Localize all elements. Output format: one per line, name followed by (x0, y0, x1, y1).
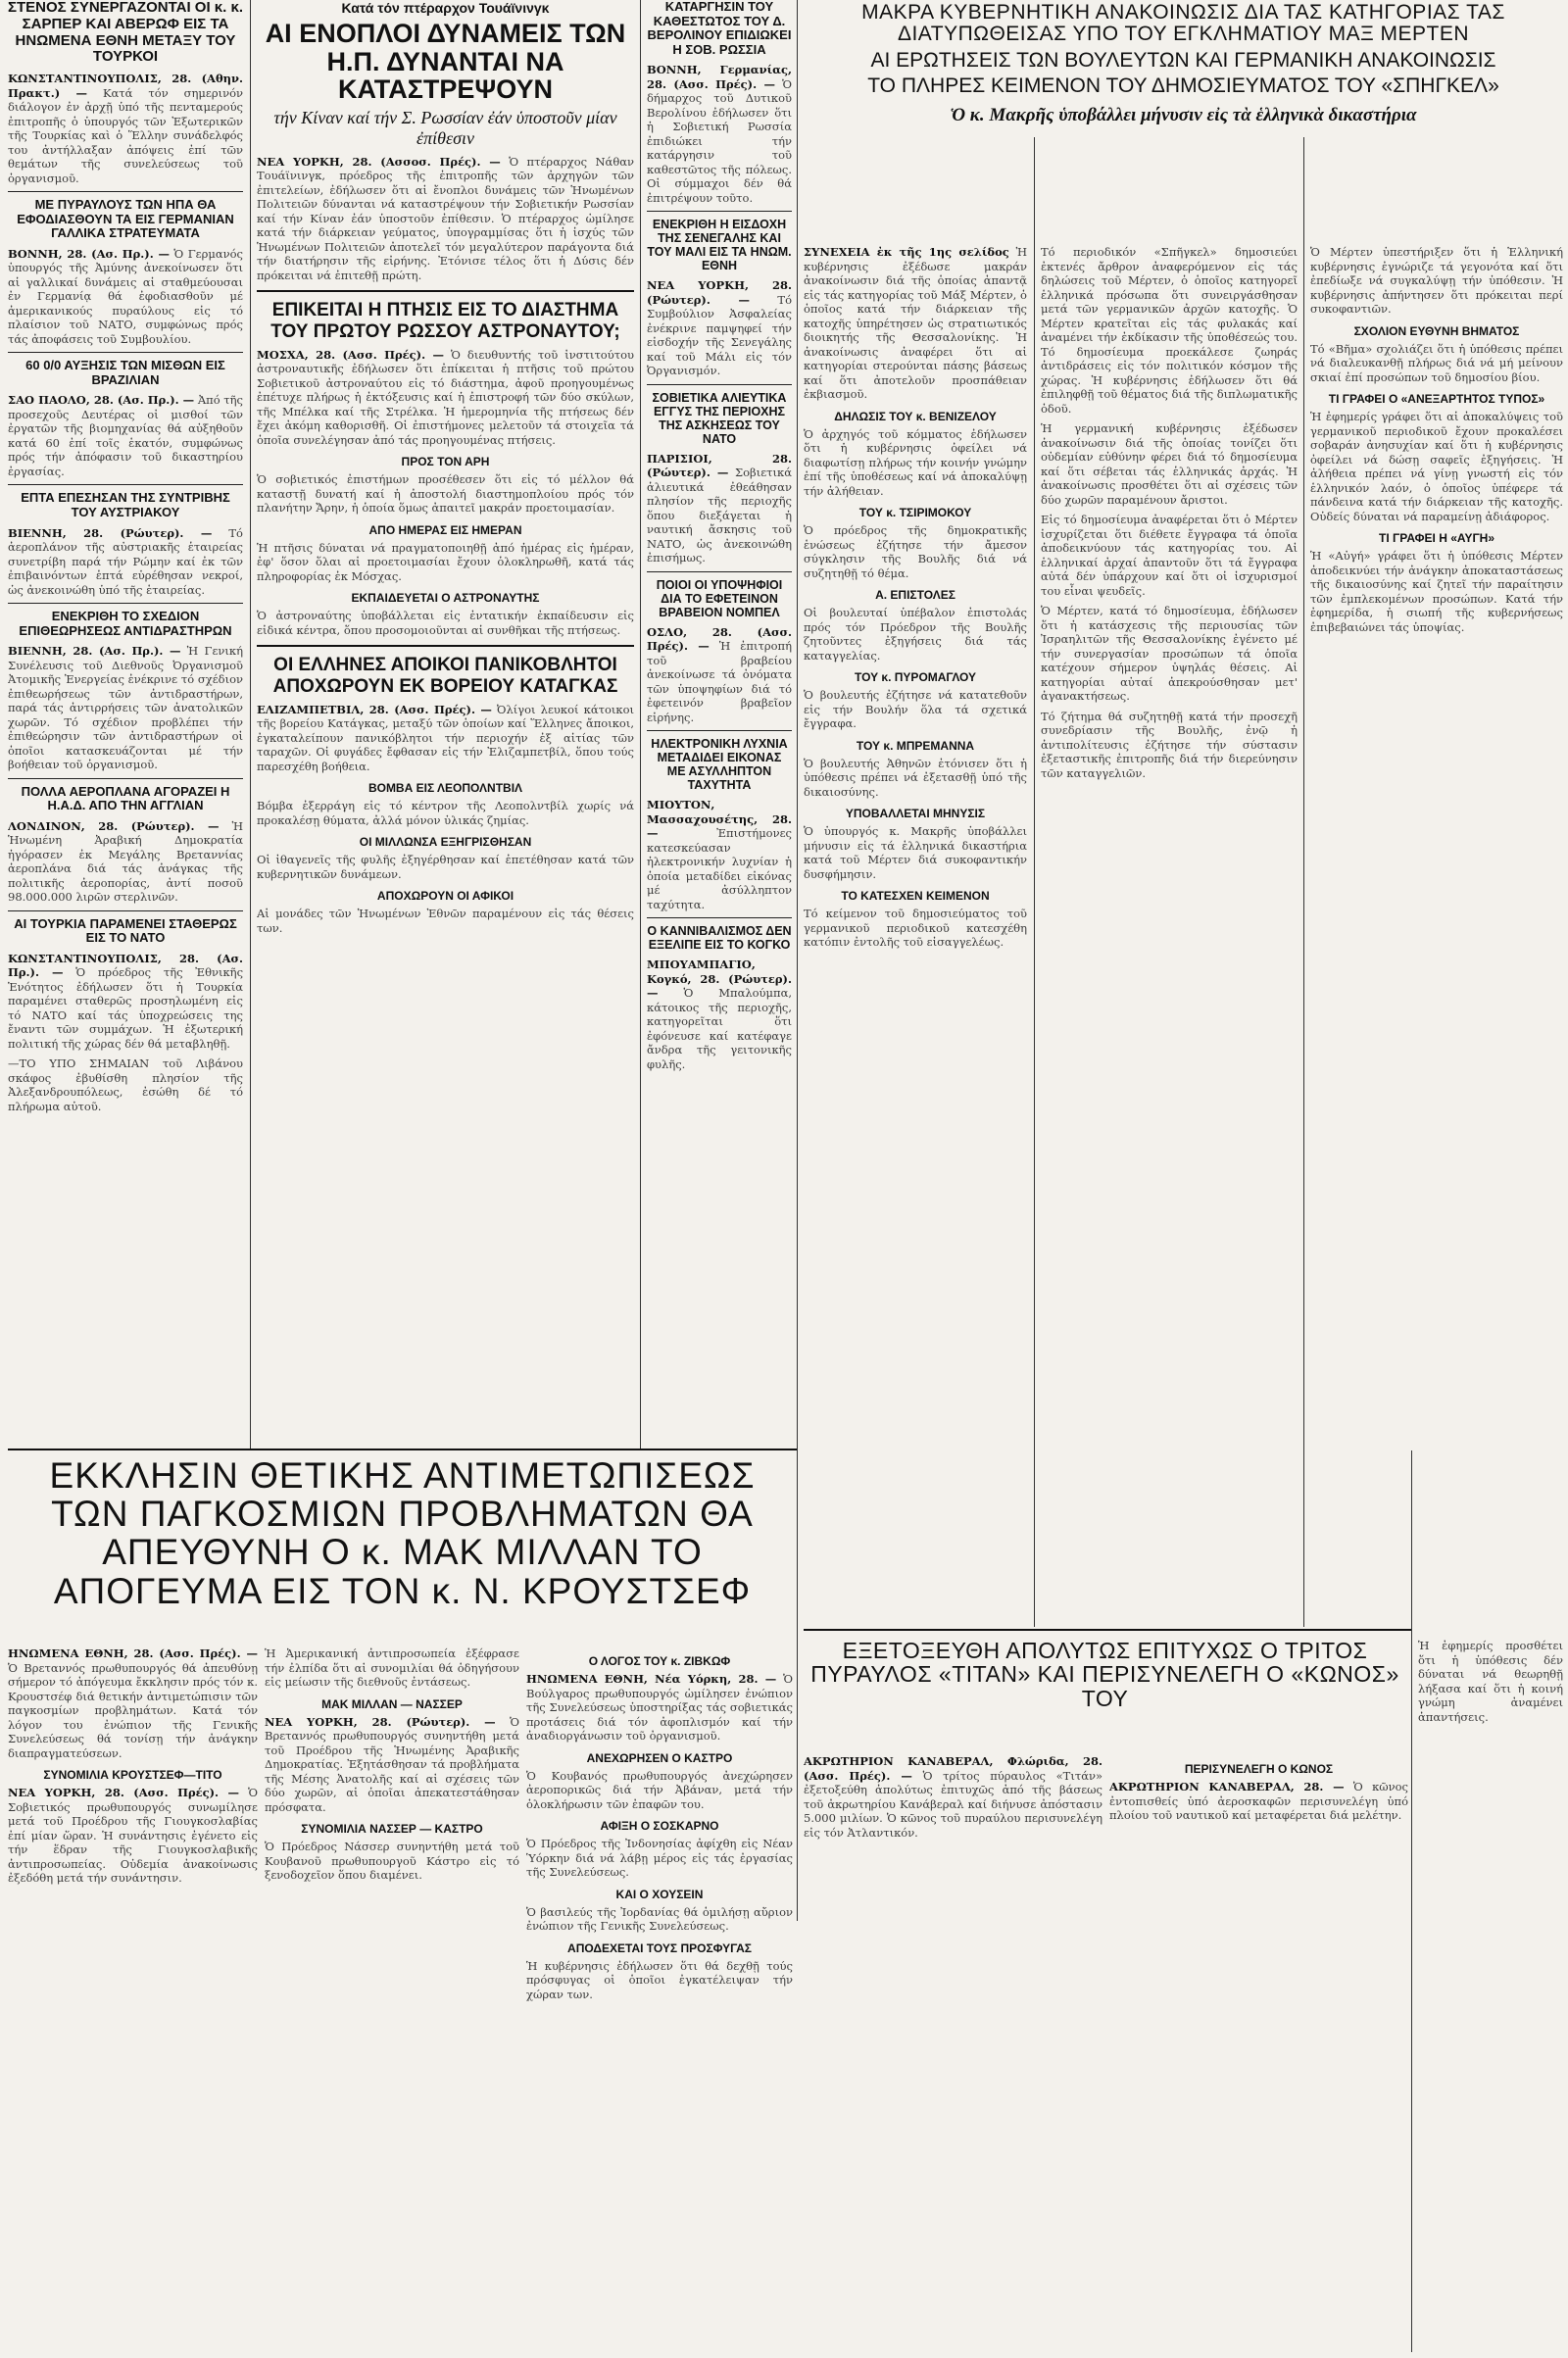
section-divider (804, 1629, 1411, 1631)
article-text: Βόμβα ἐξερράγη εἰς τό κέντρον τῆς Λεοπολντβίλ χωρίς νά προκαλέσῃ θύματα, ἀλλά μόνον ὑλικάς ζημίας. (257, 799, 634, 827)
section-heading: ΑΦΙΞΗ Ο ΣΟΣΚΑΡΝΟ (600, 1819, 719, 1833)
section-heading: ΑΝΕΧΩΡΗΣΕΝ Ο ΚΑΣΤΡΟ (586, 1750, 733, 1765)
article-text: Ὁ τρίτος πύραυλος «Τιτάν» ἐξετοξεύθη ἀπολύτως ἐπιτυχῶς ἀπό τῆς βάσεως τοῦ ἀκρωτηρίου Κανάβεραλ καί διήνυσε ἀπόστασιν 5.000 μιλίων. Ὁ κῶνος τοῦ πυραύλου περισυνελέγη εἰς τόν Ἀτλαντικόν. (804, 1768, 1102, 1840)
section-heading: ΤΟΥ κ. ΜΠΡΕΜΑΝΝΑ (856, 738, 975, 753)
dateline: ΕΛΙΖΑΜΠΕΤΒΙΛ, 28. (Ασσ. Πρές). — (257, 702, 492, 716)
titan-banner (804, 1639, 1406, 1710)
article-text: Τό ἀεροπλάνον τῆς αὐστριακῆς ἑταιρείας συνετρίβη παρά τήν Ρώμην καί ἐκ τῶν ἐπιβαινόντων ἑπτά εὑρέθησαν νεκροί, ὡς ἀνεκοινώθη ὑπό τῆς ἑταιρείας. (8, 525, 243, 597)
article-text: Τό περιοδικόν «Σπῆγκελ» δημοσιεύει ἐκτενές ἄρθρον ἀναφερόμενον εἰς τάς δηλώσεις τοῦ Μέρτεν, ὁ ὁποῖος κατηγορεῖ ἑλληνικά πρόσωπα ὅτι συνειργάσθησαν μετά τῶν γερμανικῶν ἀρχῶν κατοχῆς. Ὁ Μέρτεν κρατεῖται εἰς τάς φυλακάς καί ἀναμένει τήν ἐκδίκασιν τῆς ὑποθέσεώς του. Τό δημοσίευμα προεκάλεσε ζωηράς ἀντιδράσεις εἰς τόν πολιτικόν κόσμον τῆς χώρας. Ἡ κυβέρνησις ἐδήλωσεν ὅτι θά ἐπιληφθῇ τοῦ θέματος διά τῆς διπλωματικῆς ὁδοῦ. (1041, 245, 1298, 416)
merten-col-b (1041, 245, 1298, 1627)
article-text: Ὁ Γερμανός ὑπουργός τῆς Ἀμύνης ἀνεκοίνωσεν ὅτι αἱ γαλλικαί δυνάμεις αἱ σταθμεύουσαι ἐν Γερμανίᾳ θά ἐφοδιασθοῦν μέ ἀμερικανικούς πυραύλους εἰς τό πλαίσιον τοῦ ΝΑΤΟ, συμφώνως πρός τάς ἀποφάσεις τοῦ Συμβουλίου. (8, 246, 243, 346)
headline-cosmonaut: ΕΠΙΚΕΙΤΑΙ Η ΠΤΗΣΙΣ ΕΙΣ ΤΟ ΔΙΑΣΤΗΜΑ ΤΟΥ ΠΡΩΤΟΥ ΡΩΣΣΟΥ ΑΣΤΡΟΝΑΥΤΟΥ; (270, 300, 620, 342)
section-heading: ΣΥΝΟΜΙΛΙΑ ΚΡΟΥΣΤΣΕΦ—ΤΙΤΟ (43, 1768, 222, 1782)
article-text: Ὁ βουλευτής ἐζήτησε νά κατατεθοῦν εἰς τήν Βουλήν ὅλα τά σχετικά ἔγγραφα. (804, 688, 1027, 730)
headline-congo: Ο ΚΑΝΝΙΒΑΛΙΣΜΟΣ ΔΕΝ ΕΞΕΛΙΠΕ ΕΙΣ ΤΟ ΚΟΓΚΟ (647, 924, 792, 953)
dateline: ΑΚΡΩΤΗΡΙΟΝ ΚΑΝΑΒΕΡΑΛ, 28. — (1109, 1780, 1345, 1793)
section-heading: ΥΠΟΒΑΛΛΕΤΑΙ ΜΗΝΥΣΙΣ (845, 807, 986, 820)
headline-turkey-nato: ΑΙ ΤΟΥΡΚΙΑ ΠΑΡΑΜΕΝΕΙ ΣΤΑΘΕΡΩΣ ΕΙΣ ΤΟ ΝΑΤΟ (14, 915, 237, 946)
column-rule (1303, 137, 1304, 1627)
article-text: Ὀλίγοι λευκοί κάτοικοι τῆς βορείου Κατάγκας, μεταξύ τῶν ὁποίων καί Ἕλληνες ἄποικοι, ἐγκαταλείπουν πανικόβλητοι τήν περιοχήν ἐξ αἰτίας τῶν ταραχῶν. Οἱ φυγάδες ἔφθασαν εἰς τήν Ἐλιζαμπετβίλ, ὅπου τούς παρεσχέθη βοήθεια. (257, 702, 634, 773)
headline-titan: ΕΞΕΤΟΞΕΥΘΗ ΑΠΟΛΥΤΩΣ ΕΠΙΤΥΧΩΣ Ο ΤΡΙΤΟΣ ΠΥΡΑΥΛΟΣ «ΤΙΤΑΝ» ΚΑΙ ΠΕΡΙΣΥΝΕΛΕΓΗ Ο «ΚΩΝΟΣ» ΤΟΥ (810, 1638, 1399, 1711)
section-heading: ΤΙ ΓΡΑΦΕΙ Ο «ΑΝΕΞΑΡΤΗΤΟΣ ΤΥΠΟΣ» (1328, 392, 1545, 406)
headline-electronic-tube: ΗΛΕΚΤΡΟΝΙΚΗ ΛΥΧΝΙΑ ΜΕΤΑΔΙΔΕΙ ΕΙΚΟΝΑΣ ΜΕ ΑΣΥΛΛΗΠΤΟΝ ΤΑΧΥΤΗΤΑ (651, 737, 788, 793)
article-text: Ἡ πτῆσις δύναται νά πραγματοποιηθῇ ἀπό ἡμέρας εἰς ἡμέραν, ἐφ' ὅσον ὅλαι αἱ προετοιμασίαι ἔχουν ὁλοκληρωθῆ, κατά τάς πληροφορίας ἐκ Μόσχας. (257, 540, 634, 583)
headline-merten-announcement: ΜΑΚΡΑ ΚΥΒΕΡΝΗΤΙΚΗ ΑΝΑΚΟΙΝΩΣΙΣ ΔΙΑ ΤΑΣ ΚΑΤΗΓΟΡΙΑΣ ΤΑΣ ΔΙΑΤΥΠΩΘΕΙΣΑΣ ΥΠΟ ΤΟΥ ΕΓΚΛΗΜΑΤΙΟΥ ΜΑΞ ΜΕΡΤΕΝ (861, 1, 1505, 46)
article-text: Ἡ Ἡνωμένη Ἀραβική Δημοκρατία ἠγόρασεν ἐκ Μεγάλης Βρεταννίας ἀεροπλάνα διά τάς ἀνάγκας τῆς πολιτικῆς ἀεροπορίας, ἀντί ποσοῦ 98.000.000 λιρῶν στερλινῶν. (8, 818, 243, 905)
article-text: Ὁ Βρεταννός πρωθυπουργός θά ἀπευθύνῃ σήμερον τό ἀπόγευμα ἔκκλησιν πρός τόν κ. Κρουστσέφ διά θετικήν ἀντιμετώπισιν τῶν παγκοσμίων προβλημάτων. Κατά τόν λόγον του ἐνώπιον τῆς Γενικῆς Συνελεύσεως θά τονίσῃ τήν ἀνάγκην διαπραγματεύσεων. (8, 1660, 258, 1760)
article-text: Εἰς τό δημοσίευμα ἀναφέρεται ὅτι ὁ Μέρτεν ἰσχυρίζεται ὅτι διέθετε ἔγγραφα τά ὁποῖα ἀποδεικνύουν τάς κατηγορίας του. Αἱ ἑλληνικαί ἀρχαί ἀπαντοῦν ὅτι τά ἔγγραφα αὐτά δέν ὑπάρχουν καί ὅτι οἱ ἰσχυρισμοί του εἶναι ψευδεῖς. (1041, 513, 1298, 598)
article-text: Ὁ Βρεταννός πρωθυπουργός συνηντήθη μετά τοῦ Προέδρου τῆς Ἡνωμένης Ἀραβικῆς Δημοκρατίας. Ἐξητάσθησαν τά προβλήματα τῆς Μέσης Ἀνατολῆς καί αἱ σχέσεις τῶν δύο χωρῶν, αἱ ὁποῖαι ἀπεκατεστάθησαν πρόσφατα. (265, 1714, 519, 1814)
headline-austrian-crash: ΕΠΤΑ ΕΠΕΣΗΣΑΝ ΤΗΣ ΣΥΝΤΡΙΒΗΣ ΤΟΥ ΑΥΣΤΡΙΑΚΟΥ (21, 490, 230, 519)
section-heading: ΣΧΟΛΙΟΝ ΕΥΘΥΝΗ ΒΗΜΑΤΟΣ (1353, 323, 1520, 338)
headline-nobel: ΠΟΙΟΙ ΟΙ ΥΠΟΨΗΦΙΟΙ ΔΙΑ ΤΟ ΕΦΕΤΕΙΝΟΝ ΒΡΑΒΕΙΟΝ ΝΟΜΠΕΛ (656, 577, 783, 619)
dateline: ΝΕΑ ΥΟΡΚΗ, 28. (Ασσ. Πρές). — (8, 1786, 239, 1799)
article-text: Τό «Βῆμα» σχολιάζει ὅτι ἡ ὑπόθεσις πρέπει νά διαλευκανθῇ πλήρως διά νά μή μείνουν σκιαί ἐπί προσώπων τοῦ δημοσίου βίου. (1310, 341, 1563, 384)
article-text: Αἱ μονάδες τῶν Ἡνωμένων Ἐθνῶν παραμένουν εἰς τάς θέσεις των. (257, 907, 634, 935)
column-3 (647, 0, 792, 1446)
article-text: Κατά τόν σημερινόν διάλογον ἐν ἀρχῇ ὑπό τῆς πενταμερούς ἐπιτροπῆς ὁ ὑπουργός τῶν Ἐξωτερικῶν τῆς Τουρκίας καὶ ὁ Ἕλλην συνάδελφός του ἀντήλλαξαν ἀπόψεις ἐπί τῶν θεμάτων τῆς συνελεύσεως τοῦ ὀργανισμοῦ. (8, 85, 243, 185)
dateline: ΚΩΝΣΤΑΝΤΙΝΟΥΠΟΛΙΣ, 28. (Ασ. Πρ.). — (8, 951, 243, 980)
section-heading: ΤΟΥ κ. ΤΣΙΡΙΜΟΚΟΥ (858, 506, 972, 519)
article-text: Ἡ Ἀμερικανική ἀντιπροσωπεία ἐξέφρασε τήν ἐλπίδα ὅτι αἱ συνομιλίαι θά ὁδηγήσουν εἰς μείωσιν τῆς διεθνοῦς ἐντάσεως. (265, 1646, 519, 1689)
column-2 (257, 0, 634, 1446)
column-rule (1034, 137, 1035, 1627)
dateline: ΛΟΝΔΙΝΟΝ, 28. (Ρώυτερ). — (8, 818, 220, 833)
section-heading: ΠΡΟΣ ΤΟΝ ΑΡΗ (401, 455, 490, 469)
section-heading: ΜΑΚ ΜΙΛΛΑΝ — ΝΑΣΣΕΡ (321, 1696, 463, 1711)
section-heading: ΤΟ ΚΑΤΕΣΧΕΝ ΚΕΙΜΕΝΟΝ (841, 889, 990, 903)
section-heading: ΔΗΛΩΣΙΣ ΤΟΥ κ. ΒΕΝΙΖΕΛΟΥ (834, 409, 997, 423)
article-text: Ὁ Μέρτεν, κατά τό δημοσίευμα, ἐδήλωσεν ὅτι ἡ κατάσχεσις τῆς περιουσίας τῶν Ἰσραηλιτῶν τῆς Θεσσαλονίκης ἐγένετο μέ τήν συνεργασίαν προσώπων τά ὁποῖα κατέχουν σήμερον ὑψηλάς θέσεις. Αἱ κατηγορίαι αὐταί ἀπεκρούσθησαν μετ' ἀγανακτήσεως. (1041, 604, 1298, 703)
headline-us-forces: ΑΙ ΕΝΟΠΛΟΙ ΔΥΝΑΜΕΙΣ ΤΩΝ Η.Π. ΔΥΝΑΝΤΑΙ ΝΑ ΚΑΤΑΣΤΡΕΨΟΥΝ (265, 19, 626, 105)
article-text: Ὁ ἀστροναύτης ὑποβάλλεται εἰς ἐντατικήν ἐκπαίδευσιν εἰς εἰδικά κέντρα, ὅπου προσομοιοῦνται αἱ συνθῆκαι τῆς πτήσεως. (257, 609, 634, 637)
article-text: Ἡ γερμανική κυβέρνησις ἐξέδωσεν ἀνακοίνωσιν διά τῆς ὁποίας τονίζει ὅτι οὐδεμίαν εὐθύνην φέρει διά τό δημοσίευμα καί ὅτι σέβεται τάς ἑλληνικάς ἀρχάς. Ἡ ἀνακοίνωσις προσθέτει ὅτι αἱ σχέσεις τῶν δύο χωρῶν παραμένουν ἄριστοι. (1041, 421, 1298, 507)
subheadline-china-russia: τήν Κίναν καί τήν Σ. Ρωσσίαν ἐάν ὑποστοῦν μίαν ἐπίθεσιν (273, 107, 617, 148)
merten-col-c-cont (1418, 1639, 1563, 2349)
column-rule (797, 0, 798, 1921)
merten-col-a (804, 245, 1027, 1627)
section-divider (8, 1449, 797, 1450)
article-text: Ἀπό τῆς προσεχοῦς Δευτέρας οἱ μισθοί τῶν ἐργατῶν τῆς βιομηχανίας θά αὐξηθοῦν κατά 60 ἐπί τοῖς ἑκατόν, συμφώνως πρός τήν ἀπόφασιν τοῦ δικαστηρίου ἐργασίας. (8, 393, 243, 478)
article-text: Οἱ βουλευταί ὑπέβαλον ἐπιστολάς πρός τόν Πρόεδρον τῆς Βουλῆς ζητοῦντες ἐξηγήσεις διά τάς καταγγελίας. (804, 606, 1027, 663)
section-heading: ΤΙ ΓΡΑΦΕΙ Η «ΑΥΓΗ» (1379, 531, 1494, 545)
article-text: Ὁ κῶνος ἐντοπισθείς ὑπό ἀεροσκαφῶν περισυνελέγη ὑπό πλοίου τοῦ ναυτικοῦ καί μεταφέρεται διά μελέτην. (1109, 1780, 1408, 1822)
article-text: Τό ζήτημα θά συζητηθῇ κατά τήν προσεχῆ συνεδρίασιν τῆς Βουλῆς, ἐνῷ ἡ ἀντιπολίτευσις ἐζήτησε τήν σύστασιν ἐξεταστικῆς ἐπιτροπῆς διά τήν διερεύνησιν τῶν καταγγελιῶν. (1041, 709, 1298, 780)
headline-missiles-france: ΜΕ ΠΥΡΑΥΛΟΥΣ ΤΩΝ ΗΠΑ ΘΑ ΕΦΟΔΙΑΣΘΟΥΝ ΤΑ ΕΙΣ ΓΕΡΜΑΝΙΑΝ ΓΑΛΛΙΚΑ ΣΤΡΑΤΕΥΜΑΤΑ (17, 197, 234, 241)
macmillan-col-a (8, 1646, 258, 2352)
dateline: ΒΟΝΝΗ, Γερμανίας, 28. (Ασσ. Πρές). — (647, 63, 792, 91)
section-heading: ΚΑΙ Ο ΧΟΥΣΕΙΝ (615, 1887, 704, 1901)
titan-col-b (1109, 1754, 1408, 2347)
dateline: ΗΝΩΜΕΝΑ ΕΘΝΗ, Νέα Υόρκη, 28. — (526, 1672, 777, 1686)
article-text: Σοβιετικά ἁλιευτικά ἐθεάθησαν πλησίον τῆς περιοχῆς ὅπου διεξάγεται ἡ ναυτική ἄσκησις τοῦ ΝΑΤΟ, ὡς ἀνεκοινώθη ἐπισήμως. (647, 466, 792, 565)
dateline: ΚΩΝΣΤΑΝΤΙΝΟΥΠΟΛΙΣ, 28. (Αθην. Πρακτ.) — (8, 72, 243, 100)
article-text: Ὁ ἀρχηγός τοῦ κόμματος ἐδήλωσεν ὅτι ἡ κυβέρνησις ὀφείλει νά διαφωτίσῃ πλήρως τήν κοινήν γνώμην ἐπί τῆς ὑποθέσεως καί νά ἀποκαλύψῃ τήν ἀλήθειαν. (804, 426, 1027, 498)
merten-col-c (1310, 245, 1563, 1627)
headline-questions: ΑΙ ΕΡΩΤΗΣΕΙΣ ΤΩΝ ΒΟΥΛΕΥΤΩΝ ΚΑΙ ΓΕΡΜΑΝΙΚΗ ΑΝΑΚΟΙΝΩΣΙΣ (870, 48, 1496, 72)
article-text: Ὁ Σοβιετικός πρωθυπουργός συνωμίλησε μετά τοῦ Προέδρου τῆς Γιουγκοσλαβίας ἐπί μίαν ὥραν. Ἡ συνάντησις ἐγένετο εἰς τήν ἕδραν τῆς Γιουγκοσλαβικῆς ἀντιπροσωπείας. Οὐδεμία ἀνακοίνωσις ἐξεδόθη μετά τήν συνάντησιν. (8, 1786, 258, 1885)
article-text: Ὁ Μέρτεν ὑπεστήριξεν ὅτι ἡ Ἑλληνική κυβέρνησις ἐγνώριζε τά γεγονότα καί ὅτι ἐπεδίωξε νά συγκαλύψῃ τήν ὑπόθεσιν. Ἡ κυβέρνησις ἀπήντησεν ὅτι πρόκειται περί συκοφαντιῶν. (1310, 245, 1563, 316)
dateline: ΗΝΩΜΕΝΑ ΕΘΝΗ, 28. (Ασσ. Πρές). — (8, 1646, 258, 1660)
article-text: Τό Συμβούλιον Ἀσφαλείας ἐνέκρινε παμψηφεί τήν εἰσδοχήν τῆς Σενεγάλης καί τοῦ Μάλι εἰς τόν Ὀργανισμόν. (647, 292, 792, 378)
subheadline-makris: Ὁ κ. Μακρῆς ὑποβάλλει μήνυσιν εἰς τὰ ἑλληνικὰ δικαστήρια (950, 105, 1417, 125)
article-text: Ἡ Γενική Συνέλευσις τοῦ Διεθνοῦς Ὀργανισμοῦ Ἀτομικῆς Ἐνεργείας ἐνέκρινε τό σχέδιον ἐπιθεωρήσεως τῶν ἀντιδραστήρων, παρά τάς ἀντιρρήσεις τῶν ἀνατολικῶν χωρῶν. Τό σχέδιον προβλέπει τήν ἐπιθεώρησιν τῶν ἀντιδραστήρων οἱ ὁποῖοι κατασκευάζονται μέ τήν βοήθειαν τοῦ ὀργανισμοῦ. (8, 644, 243, 772)
article-text: Ὁ Κουβανός πρωθυπουργός ἀνεχώρησεν ἀεροπορικῶς διά τήν Ἀβάναν, μετά τήν ὁλοκλήρωσιν τῶν ἐπαφῶν του. (526, 1768, 793, 1811)
column-rule (640, 0, 641, 1450)
article-text: Ἡ κυβέρνησις ἐξέδωσε μακράν ἀνακοίνωσιν διά τῆς ὁποίας ἀπαντᾷ εἰς τάς κατηγορίας τοῦ Μάξ Μέρτεν, ὁ ὁποῖος κατά τήν διάρκειαν τῆς κατοχῆς ὑπηρέτησεν ὡς στρατιωτικός διοικητής τῆς Θεσσαλονίκης. Ἡ ἀνακοίνωσις ἀναφέρει ὅτι αἱ κατηγορίαι στερούνται πάσης βάσεως καί ὅτι ἀποτελοῦν προσπάθειαν ἐκβιασμοῦ. (804, 245, 1027, 401)
article-text: Ὁ Μπαλούμπα, κάτοικος τῆς περιοχῆς, κατηγορεῖται ὅτι ἐφόνευσε καί κατέφαγε ἄνδρα τῆς γειτονικῆς φυλῆς. (647, 986, 792, 1071)
article-text: Ὁ διευθυντής τοῦ ἰνστιτούτου ἀστροναυτικῆς ἐδήλωσεν ὅτι ἐπίκειται ἡ πτῆσις τοῦ πρώτου Σοβιετικοῦ ἀστροναύτου εἰς τό διάστημα, ἀφοῦ προηγουμένως ἐπέτυχε πλήρως ἡ ἐκτόξευσις καί ἡ ἐπιστροφή τῶν δύο σκύλων, τῆς Μπέλκα καί τῆς Στρέλκα. Ἡ ἡμερομηνία τῆς πτήσεως δέν ἔχει ἀκόμη καθορισθῆ. Οἱ ἐπιστήμονες μελετοῦν τά στοιχεῖα τά ὁποῖα συνελέγησαν ἀπό τάς προηγουμένας πτήσεις. (257, 347, 634, 447)
article-text: Ὁ Βούλγαρος πρωθυπουργός ὡμίλησεν ἐνώπιον τῆς Συνελεύσεως ὑποστηρίξας τάς σοβιετικάς προτάσεις διά τόν ἀφοπλισμόν καί τήν ἀναδιοργάνωσιν τοῦ ὀργανισμοῦ. (526, 1672, 793, 1743)
dateline: ΝΕΑ ΥΟΡΚΗ, 28. (Ασσοσ. Πρές). — (257, 154, 501, 169)
dateline: ΝΕΑ ΥΟΡΚΗ, 28. (Ρώυτερ). — (647, 278, 792, 307)
section-heading: ΠΕΡΙΣΥΝΕΛΕΓΗ Ο ΚΩΝΟΣ (1184, 1762, 1334, 1776)
article-text: Ὁ πτέραρχος Νάθαν Τουάϊνινγκ, πρόεδρος τῆς ἐπιτροπῆς τῶν ἀρχηγῶν τῶν ἐπιτελείων, ἐδήλωσεν ὅτι αἱ ἔνοπλοι δυνάμεις τῶν Ἡνωμένων Πολιτειῶν δύνανται νά καταστρέψουν τήν Σοβιετικήν Ρωσσίαν καί τήν Κίναν ἐάν ὑποστοῦν ἐπίθεσιν. Ὁ πτέραρχος ὡμίλησε κατά τήν διάρκειαν γεύματος, ὑπογραμμίσας ὅτι ἡ ἰσχύς τῶν Ἡνωμένων Πολιτειῶν ἀποτελεῖ τόν μεγαλύτερον παράγοντα διά τήν διατήρησιν τῆς εἰρήνης. Ἐτόνισε τέλος ὅτι ἡ Δύσις δέν πρόκειται νά ἐπιτεθῇ πρώτη. (257, 154, 634, 282)
article-text: Ὁ ὑπουργός κ. Μακρῆς ὑποβάλλει μήνυσιν εἰς τά ἑλληνικά δικαστήρια κατά τοῦ Μέρτεν διά συκοφαντικήν δυσφήμησιν. (804, 824, 1027, 881)
article-text: Ὁ πρόεδρος τῆς δημοκρατικῆς ἑνώσεως ἐζήτησε τήν ἄμεσον σύγκλησιν τῆς Βουλῆς διά νά συζητηθῇ τό θέμα. (804, 523, 1027, 580)
headline-aircraft-purchase: ΠΟΛΛΑ ΑΕΡΟΠΛΑΝΑ ΑΓΟΡΑΖΕΙ Η Η.Α.Δ. ΑΠΟ ΤΗΝ ΑΓΓΛΙΑΝ (21, 783, 230, 813)
section-heading: ΒΟΜΒΑ ΕΙΣ ΛΕΟΠΟΛΝΤΒΙΛ (368, 781, 523, 796)
section-heading: ΑΠΟ ΗΜΕΡΑΣ ΕΙΣ ΗΜΕΡΑΝ (368, 522, 522, 537)
article-text: Ἡ ἐφημερίς γράφει ὅτι αἱ ἀποκαλύψεις τοῦ γερμανικοῦ περιοδικοῦ ἔχουν προκαλέσει σοβαράν ἀνησυχίαν καί ὅτι ἡ κυβέρνησις ὀφείλει νά δώσῃ σαφεῖς ἐξηγήσεις. Ἡ ἀλήθεια πρέπει νά γίνῃ γνωστή εἰς τόν ἑλληνικόν λαόν, ὁ ὁποῖος ὑπέφερε τά πάνδεινα κατά τήν διάρκειαν τῆς κατοχῆς. Οὐδείς δύναται νά παραμείνῃ ἀδιάφορος. (1310, 410, 1563, 523)
dateline: ΟΣΛΟ, 28. (Ασσ. Πρές). — (647, 624, 792, 654)
dateline: ΝΕΑ ΥΟΡΚΗ, 28. (Ρώυτερ). — (265, 1714, 496, 1729)
article-text: Ἐπιστήμονες κατεσκεύασαν ἠλεκτρονικήν λυχνίαν ἡ ὁποία μεταδίδει εἰκόνας μέ ἀσύλληπτον ταχύτητα. (647, 826, 792, 911)
article-text: Ὁ βουλευτής Ἀθηνῶν ἐτόνισεν ὅτι ἡ ὑπόθεσις πρέπει νά ἐξετασθῇ ὑπό τῆς δικαιοσύνης. (804, 756, 1027, 799)
headline-sarper-averof: ΣΤΕΝΟΣ ΣΥΝΕΡΓΑΖΟΝΤΑΙ ΟΙ κ. κ. ΣΑΡΠΕΡ ΚΑΙ ΑΒΕΡΩΦ ΕΙΣ ΤΑ ΗΝΩΜΕΝΑ ΕΘΝΗ ΜΕΤΑΞΥ ΤΟΥ ΤΟΥΡΚΟΙ (8, 0, 243, 66)
merten-banner (804, 2, 1563, 126)
article-text: Ὁ βασιλεύς τῆς Ἰορδανίας θά ὁμιλήσῃ αὔριον ἐνώπιον τῆς Γενικῆς Συνελεύσεως. (526, 1904, 793, 1933)
dateline: ΒΟΝΝΗ, 28. (Ασ. Πρ.). — (8, 246, 170, 261)
article-text: Ὁ σοβιετικός ἐπιστήμων προσέθεσεν ὅτι εἰς τό μέλλον θά καταστῇ δυνατή καί ἡ ἀποστολή διαστημοπλοίου πρός τόν πλανήτην Ἄρην, ἡ ὁποία ὅμως ἀπαιτεῖ μακράν προετοιμασίαν. (257, 472, 634, 516)
article-text: Ὁ δήμαρχος τοῦ Δυτικοῦ Βερολίνου ἐδήλωσεν ὅτι ἡ Σοβιετική Ρωσσία ἐπιδιώκει τήν κατάργησιν τοῦ καθεστῶτος τῆς πόλεως. Οἱ σύμμαχοι δέν θά ἐπιτρέψουν τοῦτο. (647, 76, 792, 205)
headline-reactor-inspection: ΕΝΕΚΡΙΘΗ ΤΟ ΣΧΕΔΙΟΝ ΕΠΙΘΕΩΡΗΣΕΩΣ ΑΝΤΙΔΡΑΣΤΗΡΩΝ (19, 609, 232, 638)
dateline: ΜΟΣΧΑ, 28. (Ασσ. Πρές). — (257, 347, 444, 362)
article-text: —ΤΟ ΥΠΟ ΣΗΜΑΙΑΝ τοῦ Λιβάνου σκάφος ἐβυθίσθη πλησίον τῆς Ἀλεξανδρουπόλεως, ἐσώθη δέ τό πλήρωμα αὐτοῦ. (8, 1056, 243, 1113)
titan-col-a (804, 1754, 1102, 2347)
column-rule (250, 0, 251, 1450)
section-heading: ΟΙ ΜΙΛΛΩΝΣΑ ΕΞΗΓΡΙΣΘΗΣΑΝ (359, 835, 532, 850)
macmillan-banner (8, 1456, 797, 1610)
headline-soviet-trawlers: ΣΟΒΙΕΤΙΚΑ ΑΛΙΕΥΤΙΚΑ ΕΓΓΥΣ ΤΗΣ ΠΕΡΙΟΧΗΣ ΤΗΣ ΑΣΚΗΣΕΩΣ ΤΟΥ ΝΑΤΟ (652, 390, 787, 446)
continuation: ΣΥΝΕΧΕΙΑ ἐκ τῆς 1ης σελίδος (804, 245, 1009, 259)
section-heading: ΣΥΝΟΜΙΛΙΑ ΝΑΣΣΕΡ — ΚΑΣΤΡΟ (301, 1822, 483, 1836)
dateline: ΒΙΕΝΝΗ, 28. (Ρώυτερ). — (8, 525, 213, 540)
section-heading: ΑΠΟΔΕΧΕΤΑΙ ΤΟΥΣ ΠΡΟΣΦΥΓΑΣ (567, 1940, 752, 1955)
section-heading: ΕΚΠΑΙΔΕΥΕΤΑΙ Ο ΑΣΤΡΟΝΑΥΤΗΣ (351, 591, 540, 606)
macmillan-col-b (265, 1646, 519, 2352)
dateline: ΒΙΕΝΝΗ, 28. (Ασ. Πρ.). — (8, 644, 181, 659)
article-text: Ἡ κυβέρνησις ἐδήλωσεν ὅτι θά δεχθῇ τούς πρόσφυγας οἱ ὁποῖοι ἐγκατέλειψαν τήν χώραν των. (526, 1958, 793, 2001)
dateline: ΣΑΟ ΠΑΟΛΟ, 28. (Ασ. Πρ.). — (8, 393, 195, 408)
section-heading: ΤΟΥ κ. ΠΥΡΟΜΑΓΛΟΥ (854, 670, 977, 684)
headline-senegal-mali: ΕΝΕΚΡΙΘΗ Η ΕΙΣΔΟΧΗ ΤΗΣ ΣΕΝΕΓΑΛΗΣ ΚΑΙ ΤΟΥ ΜΑΛΙ ΕΙΣ ΤΑ ΗΝΩΜ. ΕΘΝΗ (647, 218, 792, 273)
dateline: ΜΙΟΥΤΟΝ, Μασσαχουσέτης, 28. — (647, 798, 792, 841)
dateline: ΜΠΟΥΑΜΠΑΓΙΟ, Κογκό, 28. (Ρώυτερ). — (647, 958, 792, 1001)
section-heading: ΑΠΟΧΩΡΟΥΝ ΟΙ ΑΦΙΚΟΙ (376, 889, 514, 904)
dateline: ΑΚΡΩΤΗΡΙΟΝ ΚΑΝΑΒΕΡΑΛ, Φλώριδα, 28. (Ασσ. Πρές). — (804, 1754, 1102, 1783)
column-1 (8, 0, 243, 1446)
headline-spiegel: ΤΟ ΠΛΗΡΕΣ ΚΕΙΜΕΝΟΝ ΤΟΥ ΔΗΜΟΣΙΕΥΜΑΤΟΣ ΤΟΥ «ΣΠΗΓΚΕΛ» (867, 74, 1499, 97)
article-text: Ὁ πρόεδρος τῆς Ἐθνικῆς Ἑνότητος ἐδήλωσεν ὅτι ἡ Τουρκία παραμένει σταθερῶς προσηλωμένη εἰς τό ΝΑΤΟ καί τάς ὑποχρεώσεις της ἔναντι τῶν συμμάχων. Ἡ ἐξωτερική πολιτική τῆς χώρας δέν θά μεταβληθῇ. (8, 965, 243, 1051)
article-text: Ἡ ἐπιτροπή τοῦ βραβείου ἀνεκοίνωσε τά ὀνόματα τῶν ὑποψηφίων διά τό ἐφετεινόν βραβεῖον εἰρήνης. (647, 639, 792, 724)
headline-brazil-wages: 60 0/0 ΑΥΞΗΣΙΣ ΤΩΝ ΜΙΣΘΩΝ ΕΙΣ ΒΡΑΖΙΛΙΑΝ (25, 358, 225, 387)
headline-berlin: ΚΑΤΑΡΓΗΣΙΝ ΤΟΥ ΚΑΘΕΣΤΩΤΟΣ ΤΟΥ Δ. ΒΕΡΟΛΙΝΟΥ ΕΠΙΔΙΩΚΕΙ Η ΣΟΒ. ΡΩΣΣΙΑ (647, 0, 792, 57)
article-text: Ὁ Πρόεδρος Νάσσερ συνηντήθη μετά τοῦ Κουβανοῦ πρωθυπουργοῦ Κάστρο εἰς τό ξενοδοχεῖον ὅπου διαμένει. (265, 1840, 519, 1882)
article-text: Ἡ «Αὐγή» γράφει ὅτι ἡ ὑπόθεσις Μέρτεν ἀποδεικνύει τήν ἀνάγκην ἀποκαταστάσεως τῆς δικαιοσύνης καί ζητεῖ τήν παραίτησιν τῶν ἐμπλεκομένων προσώπων. Κατά τήν ἐφημερίδα, ἡ σιωπή τῆς κυβερνήσεως ἐπιβεβαιώνει τάς ὑποψίας. (1310, 549, 1563, 634)
article-text: Ἡ ἐφημερίς προσθέτει ὅτι ἡ ὑπόθεσις δέν δύναται νά θεωρηθῇ λήξασα καί ὅτι ἡ κοινή γνώμη ἀναμένει ἀπαντήσεις. (1418, 1639, 1563, 1724)
article-text: Οἱ ἰθαγενεῖς τῆς φυλῆς ἐξηγέρθησαν καί ἐπετέθησαν κατά τῶν κυβερνητικῶν δυνάμεων. (257, 853, 634, 881)
article-text: Ὁ Πρόεδρος τῆς Ἰνδονησίας ἀφίχθη εἰς Νέαν Ὑόρκην διά νά λάβῃ μέρος εἰς τάς ἐργασίας τῆς Συνελεύσεως. (526, 1837, 793, 1879)
section-heading: Ο ΛΟΓΟΣ ΤΟΥ κ. ΖΙΒΚΩΦ (588, 1654, 731, 1668)
headline-macmillan: ΕΚΚΛΗΣΙΝ ΘΕΤΙΚΗΣ ΑΝΤΙΜΕΤΩΠΙΣΕΩΣ ΤΩΝ ΠΑΓΚΟΣΜΙΩΝ ΠΡΟΒΛΗΜΑΤΩΝ ΘΑ ΑΠΕΥΘΥΝΗ Ο κ. ΜΑΚ ΜΙΛΛΑΝ ΤΟ ΑΠΟΓΕΥΜΑ ΕΙΣ ΤΟΝ κ. Ν. ΚΡΟΥΣΤΣΕΦ (49, 1455, 756, 1611)
dateline: ΠΑΡΙΣΙΟΙ, 28. (Ρώυτερ). — (647, 451, 792, 480)
section-heading: Α. ΕΠΙΣΤΟΛΕΣ (875, 588, 956, 602)
headline-katanga: ΟΙ ΕΛΛΗΝΕΣ ΑΠΟΙΚΟΙ ΠΑΝΙΚΟΒΛΗΤΟΙ ΑΠΟΧΩΡΟΥΝ ΕΚ ΒΟΡΕΙΟΥ ΚΑΤΑΓΚΑΣ (272, 655, 618, 697)
article-text: Τό κείμενον τοῦ δημοσιεύματος τοῦ γερμανικοῦ περιοδικοῦ κατεσχέθη κατόπιν ἐντολῆς τοῦ εἰσαγγελέως. (804, 907, 1027, 949)
kicker: Κατά τόν πτέραρχον Τουάϊνινγκ (341, 0, 550, 16)
macmillan-col-c (526, 1646, 793, 2352)
